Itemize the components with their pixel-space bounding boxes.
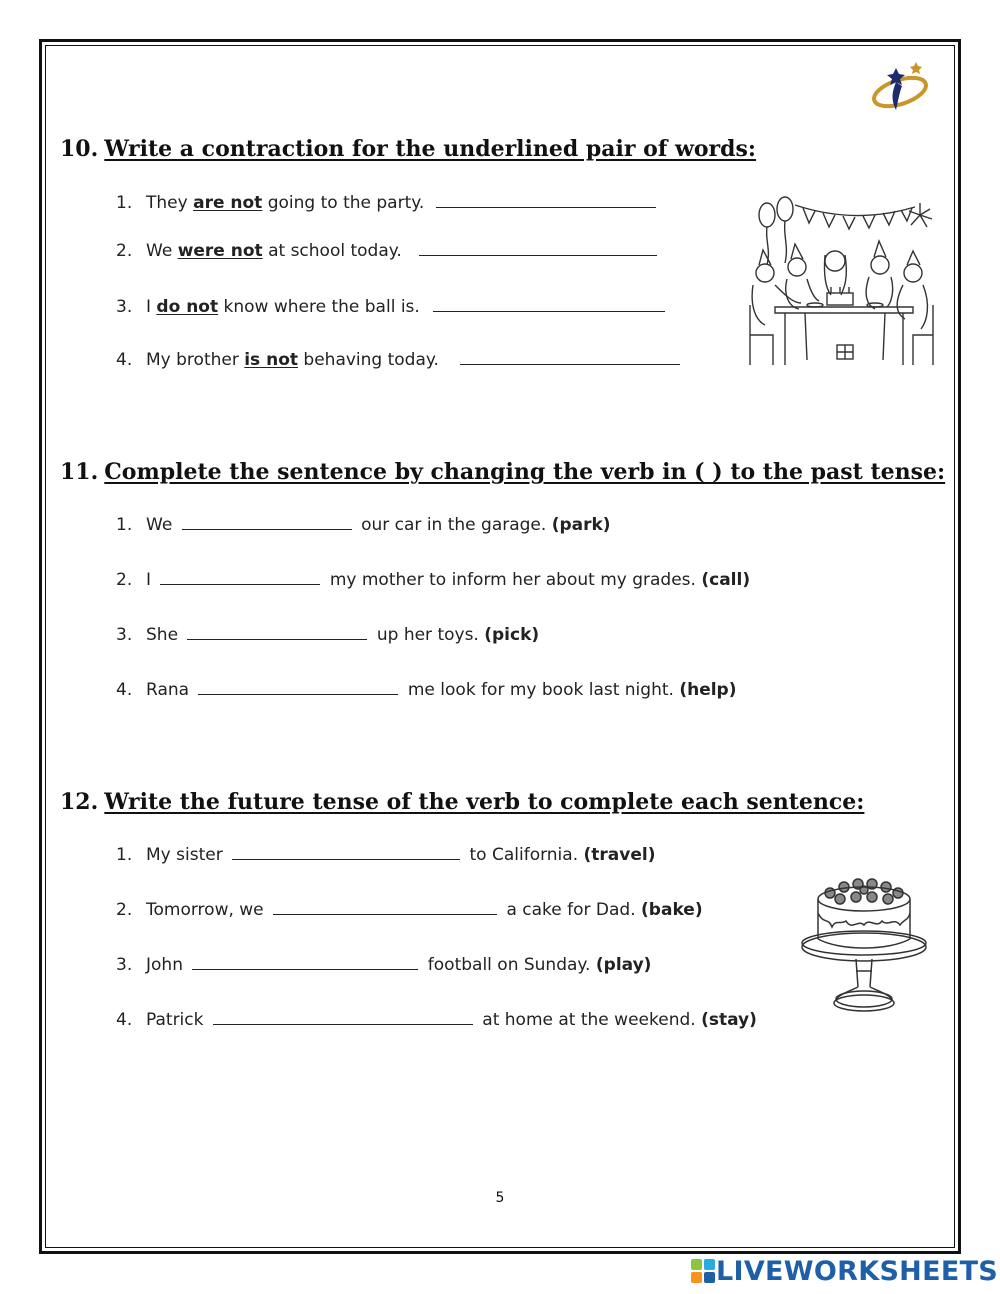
answer-blank[interactable]	[187, 625, 367, 640]
liveworksheets-logo[interactable]	[690, 1256, 998, 1286]
list-item: 1. We our car in the garage. (park)	[116, 515, 611, 535]
answer-blank[interactable]	[213, 1010, 473, 1025]
list-item: 2. I my mother to inform her about my grades. (call)	[116, 570, 751, 590]
list-item: 3. I do not know where the ball is.	[116, 297, 665, 317]
cake-illustration	[800, 875, 932, 1020]
party-illustration	[745, 195, 940, 370]
section-11-heading: 11. Complete the sentence by changing the verb in ( ) to the past tense:	[60, 459, 946, 485]
section-12-heading: 12. Write the future tense of the verb to complete each sentence:	[60, 789, 865, 815]
list-item: 3. She up her toys. (pick)	[116, 625, 540, 645]
answer-blank[interactable]	[273, 900, 497, 915]
section-10-heading: 10. Write a contraction for the underlined pair of words:	[60, 136, 757, 162]
list-item: 1. They are not going to the party.	[116, 193, 656, 213]
list-item: 3. John football on Sunday. (play)	[116, 955, 652, 975]
answer-blank[interactable]	[433, 297, 665, 312]
answer-blank[interactable]	[182, 515, 352, 530]
liveworksheets-logo-icon	[690, 1258, 716, 1284]
star-logo-icon	[866, 56, 934, 118]
answer-blank[interactable]	[198, 680, 398, 695]
list-item: 2. Tomorrow, we a cake for Dad. (bake)	[116, 900, 703, 920]
answer-blank[interactable]	[419, 241, 657, 256]
answer-blank[interactable]	[160, 570, 320, 585]
answer-blank[interactable]	[232, 845, 460, 860]
page-number: 5	[495, 1190, 505, 1206]
list-item: 2. We were not at school today.	[116, 241, 657, 261]
list-item: 4. My brother is not behaving today.	[116, 350, 680, 370]
answer-blank[interactable]	[192, 955, 418, 970]
answer-blank[interactable]	[460, 350, 680, 365]
list-item: 4. Rana me look for my book last night. (help)	[116, 680, 737, 700]
brand-name: LIVEWORKSHEETS	[716, 1255, 999, 1287]
list-item: 1. My sister to California. (travel)	[116, 845, 656, 865]
list-item: 4. Patrick at home at the weekend. (stay)	[116, 1010, 757, 1030]
answer-blank[interactable]	[436, 193, 656, 208]
